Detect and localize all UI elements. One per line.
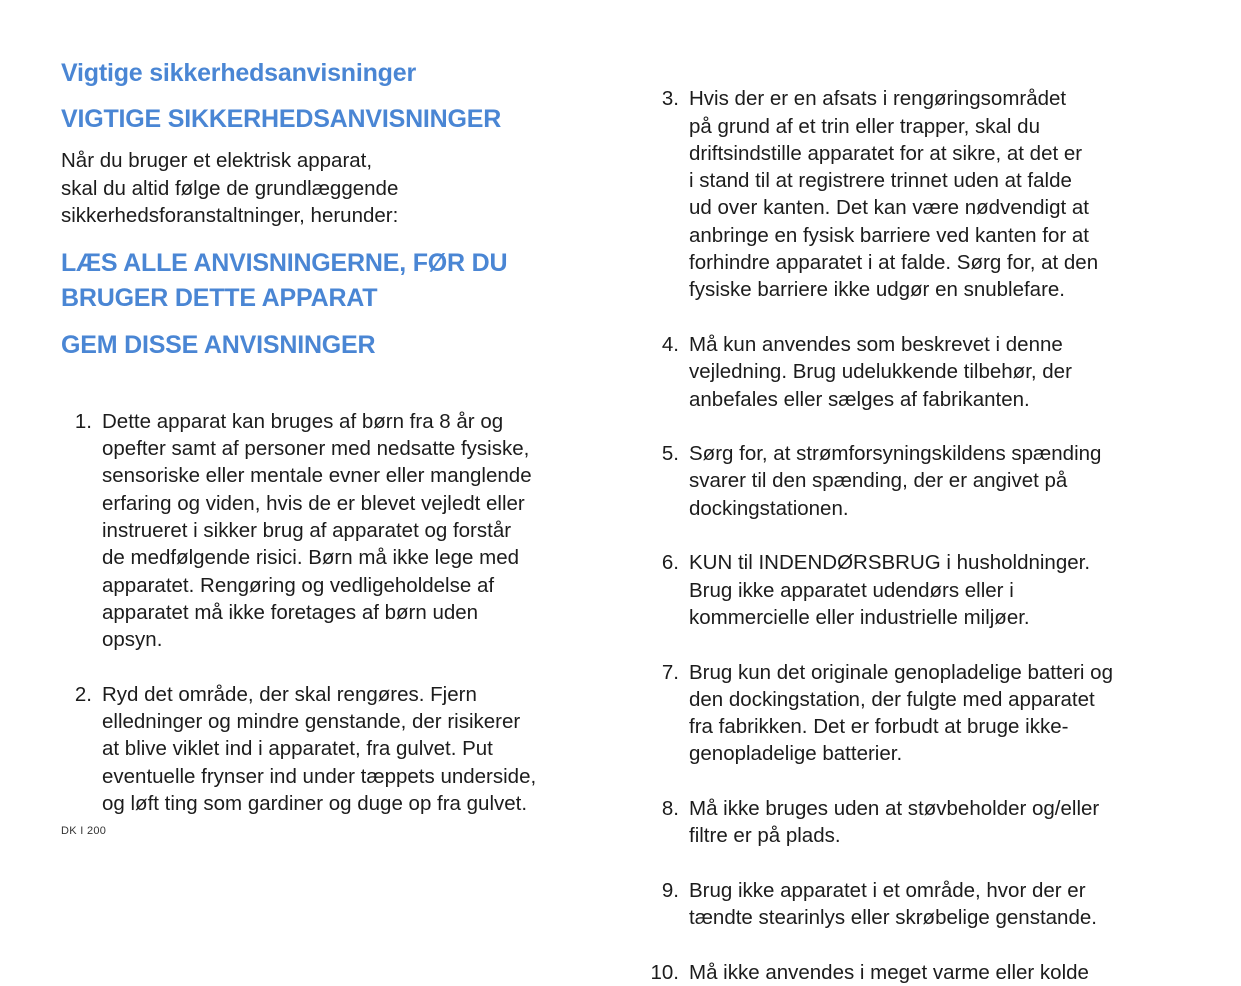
list-item xyxy=(640,522,1200,631)
list-item-number: 8. xyxy=(640,795,679,822)
list-item xyxy=(640,413,1200,522)
list-item-text: Dette apparat kan bruges af børn fra 8 år og opefter samt af personer med nedsatte fysiske, sensoriske eller mentale evner eller manglende erfaring og viden, hvis de er blevet vejledt eller instrueret i sikker brug af apparatet og forstår de medfølgende risici. Børn må ikke lege med apparatet. Rengøring og vedligeholdelse af apparatet må ikke foretages af børn uden opsyn. xyxy=(102,410,532,651)
list-item xyxy=(640,932,1200,986)
list-item-number: 9. xyxy=(640,877,679,904)
list-item-text: Brug kun det originale genopladelige batteri og den dockingstation, der fulgte med apparatet fra fabrikken. Det er forbudt at bruge ikke- genopladelige batterier. xyxy=(689,661,1113,766)
list-item-text: Sørg for, at strømforsyningskildens spænding svarer til den spænding, der er angivet på dockingstationen. xyxy=(689,442,1101,520)
safety-list-right xyxy=(640,58,1200,986)
read-instructions-heading: LÆS ALLE ANVISNINGERNE, FØR DU BRUGER DETTE APPARAT xyxy=(61,246,601,316)
safety-list-left xyxy=(61,381,601,818)
page-footer xyxy=(61,825,106,837)
list-item xyxy=(640,850,1200,932)
list-item-text: Må ikke anvendes i meget varme eller kolde xyxy=(689,961,1089,984)
list-item-text: Brug ikke apparatet i et område, hvor der er tændte stearinlys eller skrøbelige genstande. xyxy=(689,879,1097,929)
list-item xyxy=(61,653,601,817)
list-item-text: Må ikke bruges uden at støvbeholder og/eller filtre er på plads. xyxy=(689,797,1099,847)
list-item xyxy=(61,381,601,654)
list-item-number: 6. xyxy=(640,549,679,576)
save-instructions-heading: GEM DISSE ANVISNINGER xyxy=(61,328,601,363)
list-item xyxy=(640,58,1200,304)
list-item-text: Hvis der er en afsats i rengøringsområdet på grund af et trin eller trapper, skal du driftsindstille apparatet for at sikre, at det er i stand til at registrere trinnet uden at falde ud over kanten. Det kan være nødvendigt at anbringe en fysisk barriere ved kanten for at forhindre apparatet i at falde. Sørg for, at den fysiske barriere ikke udgør en snublefare. xyxy=(689,87,1098,301)
list-item-text: Ryd det område, der skal rengøres. Fjern elledninger og mindre genstande, der risikerer at blive viklet ind i apparatet, fra gulvet. Put eventuelle frynser ind under tæppets underside, og løft ting som gardiner og duge op fra gulvet. xyxy=(102,683,536,815)
list-item-number: 5. xyxy=(640,440,679,467)
language-code: DK xyxy=(61,825,77,837)
list-item-number: 3. xyxy=(640,85,679,112)
page-number: 200 xyxy=(87,825,106,837)
left-column xyxy=(61,56,601,817)
section-heading: VIGTIGE SIKKERHEDSANVISNINGER xyxy=(61,102,601,136)
list-item-number: 2. xyxy=(61,681,92,708)
intro-paragraph: Når du bruger et elektrisk apparat, skal du altid følge de grundlæggende sikkerhedsforanstaltninger, herunder: xyxy=(61,147,601,230)
footer-separator: I xyxy=(80,825,83,837)
list-item-number: 1. xyxy=(61,408,92,435)
list-item-text: Må kun anvendes som beskrevet i denne vejledning. Brug udelukkende tilbehør, der anbefales eller sælges af fabrikanten. xyxy=(689,333,1072,411)
list-item-text: KUN til INDENDØRSBRUG i husholdninger. Brug ikke apparatet udendørs eller i kommercielle eller industrielle miljøer. xyxy=(689,551,1090,629)
list-item xyxy=(640,304,1200,413)
list-item-number: 4. xyxy=(640,331,679,358)
list-item xyxy=(640,768,1200,850)
right-column xyxy=(640,58,1200,986)
list-item xyxy=(640,631,1200,767)
list-item-number: 10. xyxy=(640,959,679,986)
list-item-number: 7. xyxy=(640,659,679,686)
page-title: Vigtige sikkerhedsanvisninger xyxy=(61,56,601,90)
